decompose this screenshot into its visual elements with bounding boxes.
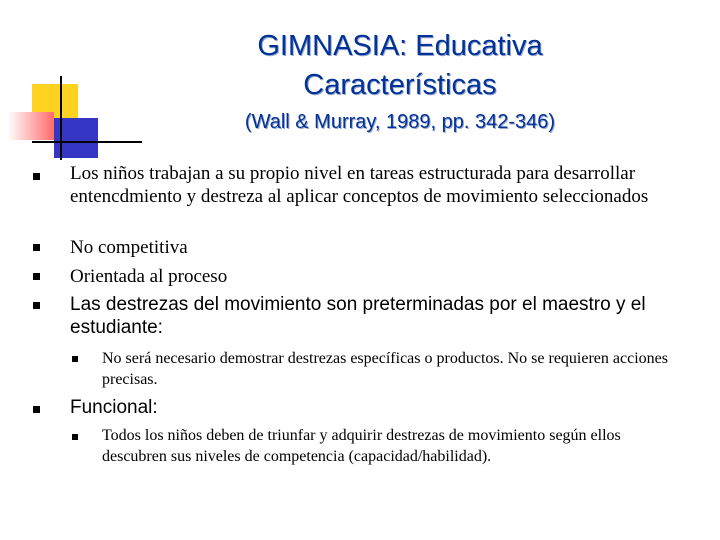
bullet-text: Los niños trabajan a su propio nivel en tareas estructurada para desarrollar entencdmiento y destreza al aplicar conceptos de movimiento seleccionados [70, 163, 649, 207]
sub-bullet-square-icon [72, 434, 78, 440]
bullet-square-icon [33, 173, 40, 180]
logo-red-gradient-bar [8, 112, 54, 140]
slide-title-line-1: GIMNASIA: Educativa [257, 30, 543, 62]
sub-bullet-square-icon [72, 356, 78, 362]
logo-horizontal-line [32, 141, 142, 143]
logo-vertical-line [60, 76, 62, 160]
bullet-square-icon [33, 302, 40, 309]
bullet-square-icon [33, 406, 40, 413]
sub-bullet-text: Todos los niños deben de triunfar y adquirir destrezas de movimiento según ellos descubren sus niveles de competencia (capacidad/habilidad). [102, 427, 621, 465]
bullet-text: Funcional: [70, 397, 158, 418]
slide-title-reference: (Wall & Murray, 1989, pp. 342-346) [244, 111, 556, 133]
sub-bullet-text: No será necesario demostrar destrezas específicas o productos. No se requieren acciones precisas. [102, 350, 668, 388]
slide-title-line-2: Características [303, 69, 497, 101]
bullet-square-icon [33, 244, 40, 251]
bullet-square-icon [33, 273, 40, 280]
bullet-text: Orientada al proceso [70, 266, 228, 287]
bullet-text: No competitiva [70, 237, 188, 258]
bullet-text: Las destrezas del movimiento son preterminadas por el maestro y el estudiante: [70, 294, 646, 338]
